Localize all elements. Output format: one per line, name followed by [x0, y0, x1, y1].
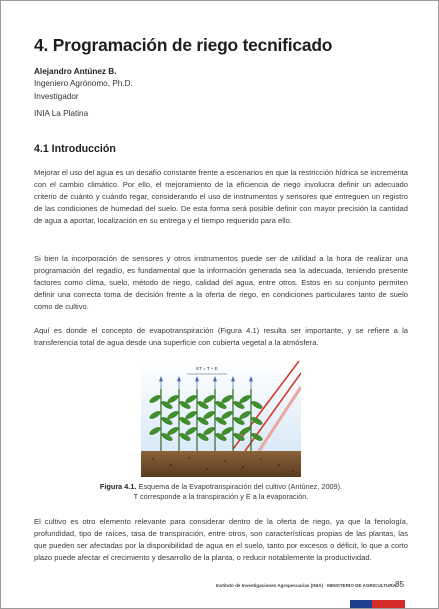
- author-degree: Ingeniero Agrónomo, Ph.D.: [34, 79, 133, 89]
- caption-line-1: Esquema de la Evapotranspiración del cultivo (Antúnez, 2009).: [138, 482, 343, 491]
- author-block: [34, 66, 334, 121]
- flag-color-bar: [350, 600, 405, 608]
- evapotranspiration-figure: [141, 359, 301, 477]
- flag-red-segment: [372, 600, 405, 608]
- paragraph-crop: El cultivo es otro elemento relevante para considerar dentro de la oferta de riego, ya que la fenología, profundidad, tipo de raíces, tasa de transpiración, entre otros, son características propias de las plantas, las que pueden ser afectadas por la disponibilidad de agua en el suelo, tanto por excesos o déficit, lo que a corto plazo puede afectar el crecimiento y desarrollo de la planta, o reducir notablemente la productividad.: [34, 517, 408, 563]
- author-institution: INIA La Platina: [34, 109, 89, 119]
- caption-line-2: T corresponde a la transpiración y E a la evaporación.: [133, 492, 309, 502]
- paragraph-intro: Mejorar el uso del agua es un desafío constante frente a escenarios en que la restricción hídrica se incrementa con el cambio climático. Por ello, el mejoramiento de la eficiencia de riego involucra definir un adecuado criterio de cuánto y cuándo regar, considerando el uso de instrumentos y sensores que entreguen un registro de las condiciones de humedad del suelo. De esta forma será posible definir con mayor precisión la cantidad de agua a aportar, localización en su entrega y el tiempo requerido para ello.: [34, 168, 408, 226]
- chapter-title: 4. Programación de riego tecnificado: [34, 35, 333, 55]
- et-formula: ET = T + E: [196, 366, 218, 371]
- paragraph-evapotranspiration: Aquí es donde el concepto de evapotranspiración (Figura 4.1) resulta ser importante, y se refiere a la transferencia total de agua desde una superficie con cubierta vegetal a la atmósfera.: [34, 326, 408, 348]
- evapotranspiration-illustration: [141, 359, 301, 477]
- author-role: Investigador: [34, 91, 79, 101]
- caption-label: Figura 4.1.: [99, 482, 137, 491]
- figure-caption: [34, 482, 408, 502]
- page-number: 85: [395, 580, 405, 589]
- author-name: Alejandro Antúnez B.: [34, 67, 117, 76]
- paragraph-sensors: Si bien la incorporación de sensores y otros instrumentos puede ser de utilidad a la hora de realizar una programación del regadío, es fundamental que la información generada sea la adecuada, teniendo presente factores como clima, suelo, método de riego, calidad del agua, entre otros. Estos en su conjunto permiten definir una correcta toma de decisión frente a la oferta de riego, en condiciones particulares tanto de suelo como de cultivo.: [34, 254, 408, 312]
- flag-blue-segment: [350, 600, 372, 608]
- footer-institution: Instituto de Investigaciones Agropecuarias (INIA) · MINISTERIO DE AGRICULTURA: [215, 583, 396, 588]
- soil-layer: [141, 451, 301, 477]
- section-heading: 4.1 Introducción: [34, 143, 116, 155]
